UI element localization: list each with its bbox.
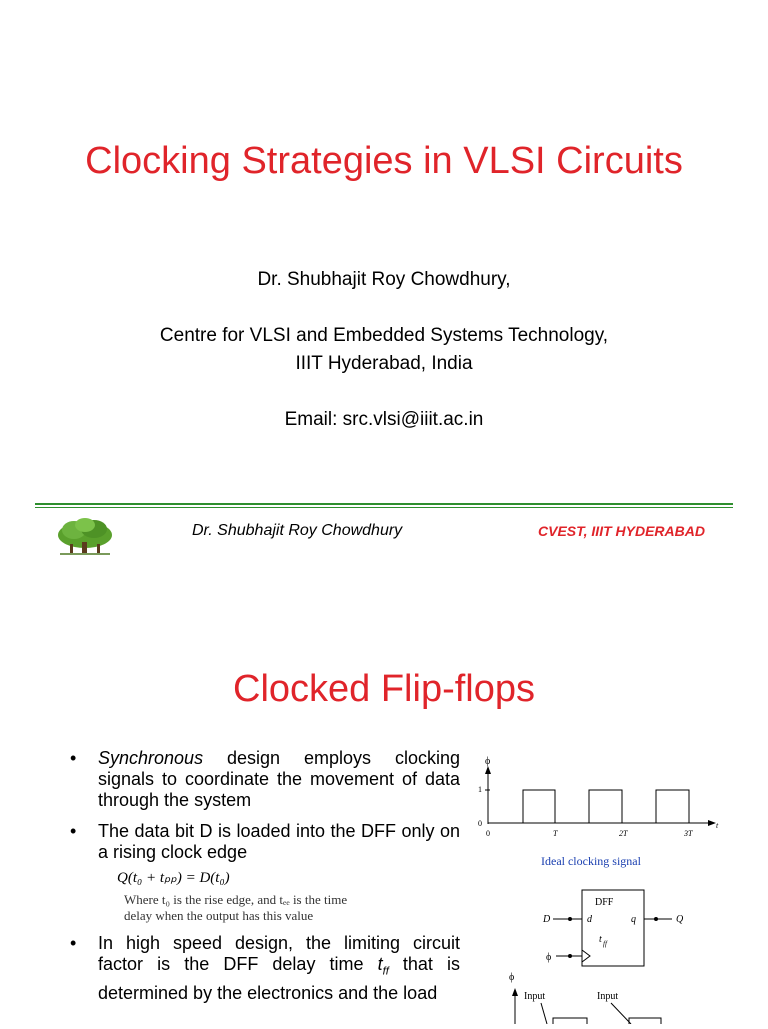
equation-note: Where t₀ is the rise edge, and tₑₑ is the time delay when the output has this value	[124, 892, 348, 923]
input-signal: D	[543, 914, 551, 925]
affiliation-line-1: Centre for VLSI and Embedded Systems Technology,	[159, 325, 609, 346]
x-tick: 3T	[684, 829, 693, 838]
input-label: Input	[524, 991, 546, 1002]
input-pin: d	[587, 914, 592, 925]
footer-author: Dr. Shubhajit Roy Chowdhury	[192, 522, 403, 539]
input-timing-figure	[505, 970, 705, 1024]
bullet-text: design employs clocking signals to coordinate the movement of data through the system	[98, 748, 460, 810]
x-tick: 0	[486, 829, 490, 838]
slide-title-2: Clocked Flip-flops	[233, 668, 535, 710]
x-tick: 2T	[619, 829, 628, 838]
y-axis-label: ϕ	[485, 756, 491, 767]
footer-org: CVEST, IIIT HYDERABAD	[538, 523, 705, 539]
figure-caption: Ideal clocking signal	[541, 854, 641, 868]
delay-subscript: ff	[603, 940, 607, 948]
input-label: Input	[597, 991, 619, 1002]
output-signal: Q	[676, 914, 684, 925]
bullet-item: • In high speed design, the limiting circuit factor is the DFF delay time $t_{ff}$ that is determined by the electronics and the load	[70, 933, 460, 1003]
x-axis-label: t	[716, 821, 719, 830]
clock-signal: ϕ	[546, 952, 552, 963]
email-text: Email: src.vlsi@iiit.ac.in	[284, 409, 484, 430]
x-tick: T	[553, 829, 558, 838]
bullet-text: The data bit D is loaded into the DFF only on a rising clock edge	[98, 821, 460, 862]
author-name: Dr. Shubhajit Roy Chowdhury,	[257, 269, 511, 290]
dff-equation: Q(t₀ + tₚₚ) = D(t₀)	[117, 870, 230, 886]
bullet-item: • Synchronous design employs clocking signals to coordinate the movement of data through the system	[70, 748, 460, 810]
dff-box-label: DFF	[595, 897, 614, 908]
output-pin: q	[631, 914, 636, 925]
delay-label: t	[599, 934, 602, 945]
slide-title: Clocking Strategies in VLSI Circuits	[85, 140, 683, 182]
y-tick-high: 1	[478, 785, 482, 794]
bullet-item: • The data bit D is loaded into the DFF only on a rising clock edge	[70, 821, 460, 862]
bullet-emphasis: Synchronous	[98, 748, 204, 768]
footer-rule-bottom	[35, 507, 733, 508]
dff-block-figure	[536, 884, 696, 970]
y-axis-label: ϕ	[509, 972, 515, 983]
clock-waveform-figure	[476, 756, 722, 868]
tree-logo	[56, 515, 114, 557]
y-tick-low: 0	[478, 819, 482, 828]
affiliation-line-2: IIIT Hyderabad, India	[295, 353, 473, 374]
footer-rule-top	[35, 503, 733, 505]
